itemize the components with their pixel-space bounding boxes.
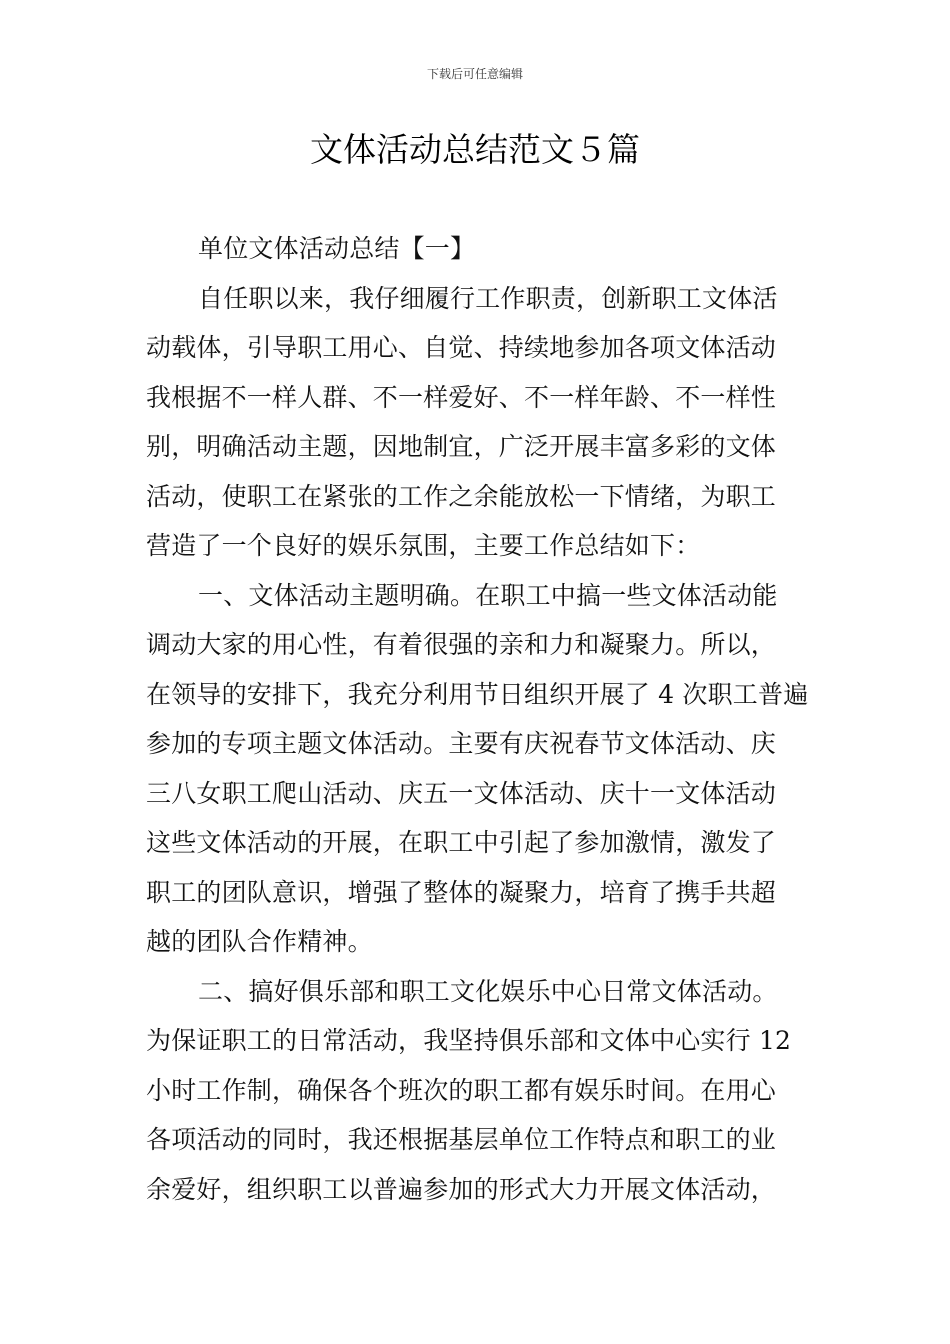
body-line: 自任职以来，我仔细履行工作职责，创新职工文体活 — [198, 283, 778, 313]
body-line: 这些文体活动的开展，在职工中引起了参加激情，激发了 — [146, 828, 777, 857]
body-line: 别，明确活动主题，因地制宜，广泛开展丰富多彩的文体 — [146, 432, 777, 461]
page-header-note: 下载后可任意编辑 — [426, 67, 523, 81]
body-line: 越的团队合作精神。 — [146, 927, 373, 956]
body-line: 小时工作制，确保各个班次的职工都有娱乐时间。在用心 — [146, 1075, 777, 1105]
body-line: 我根据不一样人群、不一样爱好、不一样年龄、不一样性 — [146, 382, 777, 412]
body-line: 动载体，引导职工用心、自觉、持续地参加各项文体活动 — [146, 333, 777, 362]
body-line: 在领导的安排下，我充分利用节日组织开展了 4 次职工普遍 — [146, 679, 808, 709]
body-line: 二、搞好俱乐部和职工文化娱乐中心日常文体活动。 — [198, 976, 778, 1006]
body-line: 为保证职工的日常活动，我坚持俱乐部和文体中心实行 12 — [146, 1026, 792, 1055]
document-title: 文体活动总结范文５篇 — [310, 130, 640, 169]
body-line: 职工的团队意识，增强了整体的凝聚力，培育了携手共超 — [146, 877, 777, 907]
body-line: 三八女职工爬山活动、庆五一文体活动、庆十一文体活动 — [146, 778, 777, 808]
body-line: 各项活动的同时，我还根据基层单位工作特点和职工的业 — [146, 1125, 777, 1154]
body-line: 单位文体活动总结【一】 — [198, 234, 476, 263]
body-line: 一、文体活动主题明确。在职工中搞一些文体活动能 — [198, 580, 778, 610]
body-line: 营造了一个良好的娱乐氛围，主要工作总结如下： — [146, 531, 701, 560]
body-line: 活动，使职工在紧张的工作之余能放松一下情绪，为职工 — [146, 481, 777, 511]
body-line: 余爱好，组织职工以普遍参加的形式大力开展文体活动， — [146, 1174, 777, 1204]
body-line: 参加的专项主题文体活动。主要有庆祝春节文体活动、庆 — [146, 729, 777, 758]
document-body — [146, 224, 808, 1214]
body-line: 调动大家的用心性，有着很强的亲和力和凝聚力。所以， — [146, 630, 777, 659]
